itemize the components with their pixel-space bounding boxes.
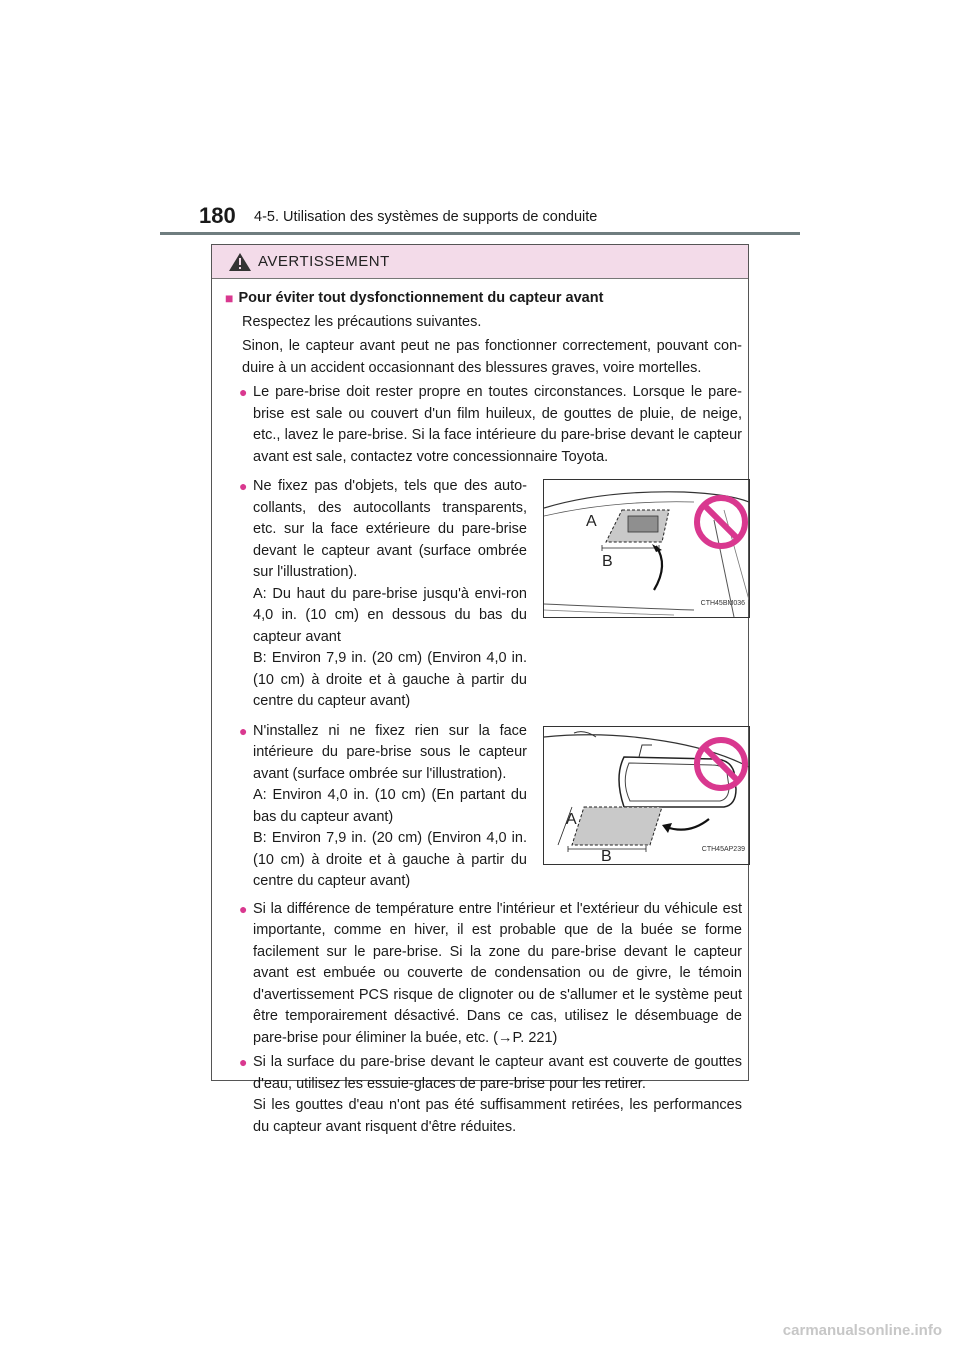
bullet-with-figure-1: [225, 476, 745, 713]
fig2-label-b: B: [601, 847, 612, 864]
bullet-text: Si la différence de température entre l'intérieur et l'extérieur du véhicule est importante, comme en hiver, il est probable que de la buée se forme facilement sur le pare-brise. Si la zone du pare-brise devant le capteur avant est embuée ou couverte de condensation ou de givre, le témoin d'avertissement PCS risque de clignoter ou de s'allumer et le système peut être temporairement désactivé. Dans ce cas, utilisez le désembuage de pare-brise pour éliminer la buée, etc. (→P. 221): [253, 900, 742, 1046]
fig1-label-a: A: [586, 513, 597, 530]
fig1-label-b: B: [602, 553, 613, 570]
header-rule: [160, 232, 800, 235]
definition-a: A: Environ 4,0 in. (10 cm) (En partant du bas du capteur avant): [253, 787, 527, 825]
figure-code: CTH45BM036: [700, 599, 745, 607]
bullet-item-1: [239, 382, 742, 468]
warning-subhead: [225, 288, 742, 310]
warning-triangle-icon: [228, 252, 252, 272]
section-title: 4-5. Utilisation des systèmes de supports de conduite: [254, 209, 598, 225]
bullet-item-2: [239, 476, 527, 713]
subhead-text: Pour éviter tout dysfonctionnement du capteur avant: [238, 290, 604, 306]
bullet-dot-icon: ●: [239, 478, 248, 494]
bullet-text-extra: Si les gouttes d'eau n'ont pas été suffisamment retirées, les performances du capteur avant risquent d'être réduites.: [253, 1097, 742, 1135]
bullet-dot-icon: ●: [239, 900, 248, 917]
warning-content: [212, 278, 748, 1138]
square-bullet-icon: ■: [225, 290, 234, 306]
bullet-item-5: [239, 1052, 742, 1138]
definition-b: B: Environ 7,9 in. (20 cm) (Environ 4,0 in. (10 cm) à droite et à gauche à partir du centre du capteur avant): [253, 650, 527, 709]
fig2-label-a: A: [566, 810, 577, 828]
windshield-exterior-illustration: [543, 479, 750, 618]
bullet-item-3: [239, 721, 527, 893]
figure-code: CTH45AP239: [701, 846, 745, 853]
warning-header: [212, 245, 748, 279]
warning-title: AVERTISSEMENT: [258, 253, 390, 270]
windshield-interior-illustration: [543, 726, 750, 865]
bullet-text: Le pare-brise doit rester propre en toutes circonstances. Lorsque le pare-brise est sale ou couvert d'un film huileux, de gouttes de pluie, de neige, etc., lavez le pare-brise. Si la face intérieure du pare-brise devant le capteur avant est sale, contactez votre concessionnaire Toyota.: [253, 384, 742, 465]
bullet-dot-icon: ●: [239, 722, 248, 739]
watermark: carmanualsonline.info: [782, 1322, 942, 1339]
bullet-with-figure-2: [225, 721, 745, 893]
intro-paragraph-2: Sinon, le capteur avant peut ne pas fonctionner correctement, pouvant con-duire à un accident occasionnant des blessures graves, voire mortelles.: [242, 338, 742, 376]
bullet-item-4: [239, 899, 742, 1050]
bullet-text: Ne fixez pas d'objets, tels que des auto-collants, des autocollants transparents, etc. sur la face extérieure du pare-brise devant le capteur avant (surface ombrée sur l'illustration).: [253, 478, 527, 580]
bullet-dot-icon: ●: [239, 384, 248, 400]
bullet-text: Si la surface du pare-brise devant le capteur avant est couverte de gouttes d'eau, utilisez les essuie-glaces de pare-brise pour les retirer.: [253, 1054, 742, 1092]
intro-paragraph: Respectez les précautions suivantes.: [242, 313, 482, 330]
warning-box: [211, 244, 749, 1135]
definition-b: B: Environ 7,9 in. (20 cm) (Environ 4,0 in. (10 cm) à droite et à gauche à partir du centre du capteur avant): [253, 830, 527, 889]
bullet-text: N'installez ni ne fixez rien sur la face intérieure du pare-brise sous le capteur avant (surface ombrée sur l'illustration).: [253, 722, 527, 782]
page-number: 180: [199, 203, 236, 228]
definition-a: A: Du haut du pare-brise jusqu'à envi-ron 4,0 in. (10 cm) en dessous du bas du capteur avant: [253, 585, 527, 645]
bullet-dot-icon: ●: [239, 1054, 248, 1070]
